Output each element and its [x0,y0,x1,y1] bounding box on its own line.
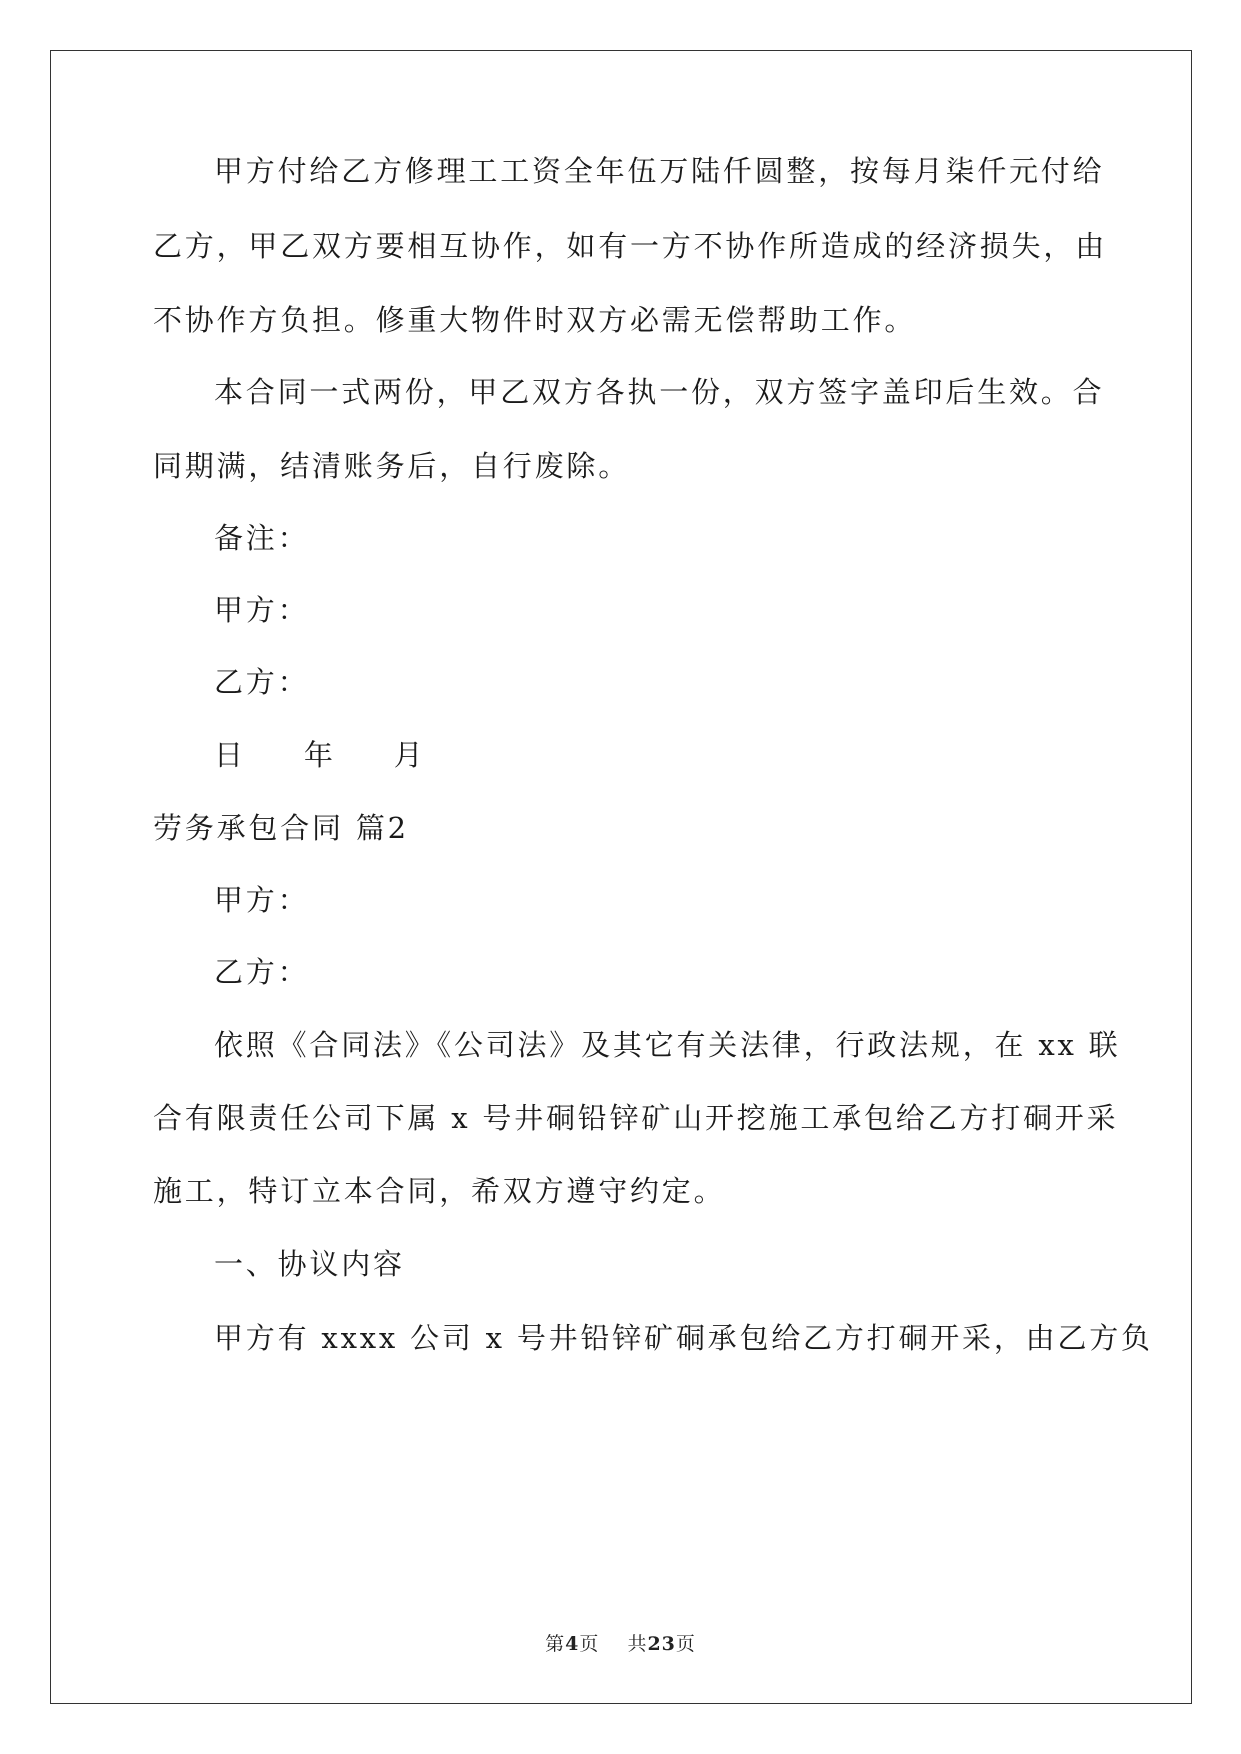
paragraph-line: 乙方，甲乙双方要相互协作，如有一方不协作所造成的经济损失，由 [153,229,1108,263]
paragraph-line: 不协作方负担。修重大物件时双方必需无偿帮助工作。 [153,303,917,337]
date-year: 年 [303,738,336,772]
remarks-label: 备注： [214,521,310,555]
footer-total-pages: 23 [647,1633,676,1655]
date-day: 日 [214,738,246,772]
footer-total-prefix: 共 [627,1633,648,1655]
paragraph-line: 甲方有 xxxx 公司 x 号井铅锌矿硐承包给乙方打硐开采，由乙方负 [214,1321,1153,1355]
page-footer [0,1632,1241,1656]
party-b-label: 乙方： [214,665,310,699]
paragraph-line: 同期满，结清账务后，自行废除。 [153,449,631,483]
paragraph-line: 本合同一式两份，甲乙双方各执一份，双方签字盖印后生效。合 [214,375,1105,409]
paragraph-line: 依照《合同法》《公司法》及其它有关法律，行政法规，在 xx 联 [214,1028,1121,1062]
footer-page-unit: 页 [579,1633,600,1655]
party-a-label: 甲方： [214,883,310,917]
footer-total-unit: 页 [675,1633,696,1655]
party-a-label: 甲方： [214,593,310,627]
date-line [214,735,426,775]
footer-prefix: 第 [545,1633,566,1655]
paragraph-line: 施工，特订立本合同，希双方遵守约定。 [153,1174,726,1208]
date-month: 月 [393,738,426,772]
paragraph-line: 甲方付给乙方修理工工资全年伍万陆仟圆整，按每月柒仟元付给 [214,154,1105,188]
section-heading: 劳务承包合同 篇2 [153,811,409,845]
paragraph-line: 合有限责任公司下属 x 号井硐铅锌矿山开挖施工承包给乙方打硐开采 [153,1101,1119,1135]
party-b-label: 乙方： [214,955,310,989]
clause-heading: 一、协议内容 [214,1247,405,1281]
footer-page-number: 4 [565,1633,580,1655]
page-border [50,50,1192,1704]
